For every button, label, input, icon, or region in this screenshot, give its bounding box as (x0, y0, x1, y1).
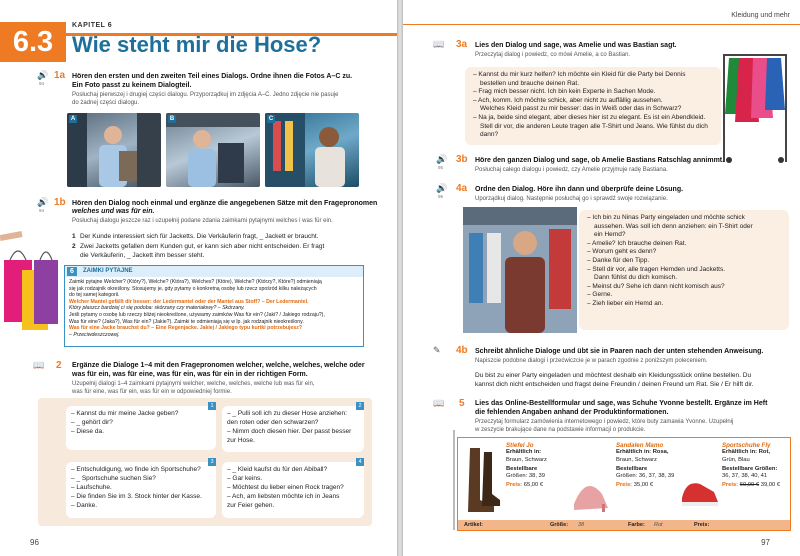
dialog-line: Stell dir vor, die anderen Leute tragen alle T-Shirt und Jeans. Wie fühlst du dich dann? (480, 122, 708, 139)
grammar-line: Zaimki pytajne Welcher? (Który?), Welche? (Która?), Welches? (Które), Welche? (Którzy?, Które?) odmieniają (69, 279, 322, 285)
dialog-line: – Na ja, beide sind elegant, aber dieses hier ist zu elegant. Es ist ein Abendkleid. (473, 113, 706, 121)
dialog-line: zur Feier gehen. (227, 502, 275, 509)
order-form (457, 437, 791, 531)
product-info: Braun, Schwarz (616, 456, 657, 463)
task-instruction: was für ein, was für eine, was für ein, was für ein in der richtigen Form. (72, 371, 308, 378)
task-instruction: Schreibt ähnliche Dialoge und übt sie in Paaren nach der unten stehenden Anweisung. (475, 348, 764, 355)
man-with-jackets-illustration (166, 113, 260, 187)
task-instruction: Ergänze die Dialoge 1–4 mit den Fragepronomen welcher, welche, welches, welche oder (72, 362, 365, 369)
task-number: 3b (456, 154, 468, 165)
grammar-title: ZAIMKI PYTAJNE (83, 268, 133, 274)
man-with-jacket-illustration (67, 113, 161, 187)
track-number: 96 (438, 194, 444, 199)
sentence-number: 2 (72, 243, 76, 250)
dialog-line: – Kannst du mir meine Jacke geben? (71, 410, 179, 417)
task-instruction: Ein Foto passt zu keinem Dialogteil. (72, 82, 192, 89)
dialog-panel (579, 210, 789, 330)
dialog-line: – Diese da. (71, 428, 104, 435)
speaker-icon[interactable]: 🔊 (37, 197, 49, 207)
dialog-line: – Möchtest du lieber einen Rock tragen? (227, 484, 344, 491)
dialog-bubble (222, 403, 364, 452)
dialog-line: – Ach, komm. Ich möchte schick, aber nicht zu auffällig aussehen. (473, 96, 663, 104)
order-field-label: Artikel: (464, 522, 483, 528)
product-boots (506, 442, 547, 490)
task-number: 3a (456, 39, 468, 50)
grammar-line: Was für eine? (Jaka?), Was für ein? (Jakie?). Zaimki te odmieniają się w lp. jak rodzajnik nieokreślony. (69, 318, 304, 325)
dialog-line: – _ Pulli soll ich zu dieser Hose anziehen: (227, 410, 347, 417)
page-number: 97 (761, 538, 770, 547)
product-name: Stiefel Jo (506, 442, 534, 449)
order-field-label: Preis: (694, 522, 710, 528)
speaker-icon[interactable]: 🔊 (436, 154, 448, 164)
product-info: Erhältlich in: Rot, (722, 449, 770, 456)
chapter-label: KAPITEL 6 (72, 22, 113, 29)
price-label: Preis: (616, 482, 633, 489)
pencil-icon: ✎ (433, 345, 441, 355)
task-text: Du bist zu einer Party eingeladen und möchtest deshalb ein Kleidungsstück online bestellen. Du (475, 372, 752, 379)
dialog-line: – Zieh lieber ein Hemd an. (587, 299, 664, 307)
task-translation: do żadnej części dialogu. (72, 100, 140, 106)
sentence: Zwei Jacketts gefallen dem Kunden gut, er kann sich aber nicht entscheiden. Er fragt (80, 243, 325, 250)
boots-image (464, 446, 502, 516)
grammar-example-translation: Który płaszcz bardziej ci się podoba: skórzany czy materiałowy? – Skórzany. (69, 305, 245, 312)
grammar-number: 6 (67, 267, 77, 276)
dialog-line: – Danke. (71, 502, 98, 509)
dialog-bubble (66, 403, 216, 450)
dialog-bubble (222, 459, 364, 518)
task-translation: Posłuchaj pierwszej i drugiej części dialogu. Przyporządkuj im zdjęcia A–C. Jedno zdjęcie nie pasuje (72, 92, 339, 98)
dialog-line: bestellen und brauche deinen Rat. (480, 79, 580, 87)
dialog-line: – Meinst du? Sehe ich dann nicht komisch aus? (587, 282, 725, 290)
track-number: 94 (39, 81, 45, 86)
sentence-number: 1 (72, 233, 76, 240)
sentence: die Verkäuferin, _ Jackett ihm besser steht. (80, 252, 205, 259)
book-icon: 📖 (433, 39, 445, 49)
dialog-line: – Gerne. (587, 291, 613, 299)
dialog-line: – Laufschuhe. (71, 484, 112, 491)
dialog-number: 3 (208, 458, 216, 466)
product-info: 36, 37, 38, 40, 41 (722, 473, 768, 480)
photo-label: B (169, 116, 175, 122)
task-instruction: die fehlenden Angaben anhand der Produktinformationen. (475, 409, 669, 416)
page-number: 96 (30, 538, 39, 547)
dialog-line: – Gar keins. (227, 475, 263, 482)
task-text: kannst dich nicht entscheiden und fragst deine Freundin / deinen Freund um Rat. Sie / Er hilft dir. (475, 381, 754, 388)
dialog-number: 1 (208, 402, 216, 410)
dialog-line: zur Hose. (227, 437, 255, 444)
woman-shopping-illustration (265, 113, 359, 187)
dialog-panel (465, 67, 721, 145)
task-translation: Uzupełnij dialogi 1–4 zaimkami pytajnymi welcher, welche, welches, welche lub was für ein, (72, 381, 315, 387)
task-translation: Posłuchaj całego dialogu i powiedz, czy Amelie przyjmuje radę Bastiana. (475, 167, 668, 173)
dialog-line: – Entschuldigung, wo finde ich Sportschuhe? (71, 466, 201, 473)
sandals-image (572, 464, 612, 514)
photo-c (265, 113, 359, 187)
dialog-line: Dann fühlst du dich komisch. (594, 274, 678, 282)
dialog-line: ein Hemd? (594, 231, 626, 239)
task-number: 4a (456, 183, 468, 194)
photo-a (67, 113, 161, 187)
right-page (403, 0, 800, 556)
grammar-line: Jeśli pytamy o osobę lub rzeczy bliżej nieokreślone, używamy zaimków Was für ein? (Jaki? / Jakiego rodzaju?), (69, 311, 325, 318)
sneakers-image (680, 474, 720, 508)
dialog-line: – Amelie? Ich brauche deinen Rat. (587, 239, 687, 247)
product-name: Sportschuhe Fly (722, 442, 771, 449)
dialog-line: – _ Kleid kaufst du für den Abiball? (227, 466, 328, 473)
task-number: 4b (456, 345, 468, 356)
sentence: Der Kunde interessiert sich für Jacketts. Die Verkäuferin fragt, _ Jackett er braucht. (80, 233, 319, 240)
task-translation: Przeczytaj formularz zamówienia internetowego i powiedz, które buty zamawia Yvonne. Uzupełnij (475, 419, 734, 425)
task-translation: Posłuchaj dialogu jeszcze raz i uzupełnij podane zdania zaimkami pytajnymi welches i was für ein. (72, 218, 333, 224)
track-number: 95 (438, 165, 444, 170)
man-in-shop-photo (463, 207, 577, 333)
price-label: Preis: (506, 482, 523, 489)
speaker-icon[interactable]: 🔊 (37, 70, 49, 80)
photo-label: C (268, 116, 274, 122)
product-info: Erhältlich in: (506, 449, 542, 456)
price-value: 65,00 € (523, 482, 544, 489)
task-translation: Napiszcie podobne dialogi i przećwiczcie je w parach zgodnie z poniższym poleceniem. (475, 358, 708, 364)
price-value: 35,00 € (633, 482, 654, 489)
dialog-line: – Die finden Sie im 3. Stock hinter der Kasse. (71, 493, 202, 500)
dialog-line: – Ach, am liebsten möchte ich in Jeans (227, 493, 340, 500)
dialog-line: – Nimm doch diesen hier. Der passt besser (227, 428, 352, 435)
product-info: Größen: 38, 39 (506, 473, 545, 480)
product-info: Bestellbare Größen: (722, 465, 778, 472)
task-instruction: welches und was für ein. (72, 208, 155, 215)
dialog-line: – Ich bin zu Ninas Party eingeladen und möchte schick (587, 214, 745, 221)
dialog-area (38, 398, 372, 526)
price-value: 39,00 € (760, 482, 781, 489)
product-info: Bestellbare (506, 465, 538, 472)
chapter-number: 6.3 (0, 22, 66, 62)
grammar-example-translation: – Przeciwdeszczowej. (69, 331, 120, 338)
old-price: 60,00 € (739, 482, 760, 489)
running-head: Kleidung und mehr (731, 12, 790, 19)
dialog-line: – Kannst du mir kurz helfen? Ich möchte ein Kleid für die Party bei Dennis (473, 71, 686, 78)
task-number: 1a (54, 70, 66, 81)
dialog-line: aussehen. Was soll ich denn anziehen: ein T-Shirt oder (594, 222, 753, 230)
task-number: 2 (56, 360, 62, 371)
product-info: Braun, Schwarz (506, 456, 547, 463)
task-translation: Uporządkuj dialog. Następnie posłuchaj go i sprawdź swoje rozwiązanie. (475, 196, 668, 202)
task-instruction: Lies das Online-Bestellformular und sage, was Schuhe Yvonne bestellt. Ergänze im Heft (475, 400, 768, 407)
product-info: Größen: 36, 37, 38, 39 (616, 473, 675, 480)
task-translation: w zeszycie brakujące dane na podstawie informacji o produkcie. (475, 427, 646, 433)
product-info: Bestellbare (616, 465, 648, 472)
task-instruction: Hören den ersten und den zweiten Teil eines Dialogs. Ordne ihnen die Fotos A–C zu. (72, 73, 353, 80)
order-size-value: 38 (578, 522, 585, 528)
book-icon: 📖 (433, 398, 445, 408)
grammar-header (65, 266, 363, 277)
product-sneakers (722, 442, 780, 490)
dialog-line: Welches Kleid passt zu mir besser: das in Weiß oder das in Schwarz? (480, 105, 682, 113)
clothes-rack-illustration (719, 44, 795, 164)
grammar-line: się jak rodzajnik określony. Stosujemy je, gdy pytamy o konkretną osobę lub rzecz spośród kilku należących (69, 285, 317, 292)
grammar-example: Welcher Mantel gefällt dir besser: der Ledermantel oder der Mantel aus Stoff? – Der Ledermantel. (69, 298, 309, 305)
shopping-bags-illustration (0, 230, 62, 340)
product-info: Grün, Blau (722, 456, 750, 463)
task-instruction: Höre den ganzen Dialog und sage, ob Amelie Bastians Ratschlag annimmt. (475, 157, 725, 164)
task-number: 1b (54, 197, 66, 208)
dialog-number: 2 (356, 402, 364, 410)
dialog-line: – Worum geht es denn? (587, 248, 657, 256)
dialog-number: 4 (356, 458, 364, 466)
track-number: 94 (39, 208, 45, 213)
dialog-line: – _ Sportschuhe suchen Sie? (71, 475, 156, 482)
book-icon: 📖 (33, 360, 45, 370)
grammar-line: do tej samej kategorii. (69, 292, 120, 299)
photo-label: A (70, 116, 76, 122)
product-sandals (616, 442, 674, 490)
grammar-example: Was für eine Jacke brauchst du? – Eine Regenjacke. Jakiej / Jakiego typu kurtki potrzebujesz? (69, 325, 303, 332)
task-number: 5 (459, 398, 465, 409)
task-instruction: Hören den Dialog noch einmal und ergänze die angegebenen Sätze mit den Fragepronomen (72, 200, 378, 207)
page-title: Wie steht mir die Hose? (72, 32, 322, 57)
speaker-icon[interactable]: 🔊 (436, 183, 448, 193)
task-translation: Przeczytaj dialog i powiedz, co mówi Amelie, a co Bastian. (475, 52, 631, 58)
header-rule (403, 24, 800, 25)
order-color-value: Rot (654, 522, 663, 528)
photo-b (166, 113, 260, 187)
task-translation: was für eine, was für ein, was für ein w odpowiedniej formie. (72, 389, 232, 395)
dialog-line: – Danke für den Tipp. (587, 256, 650, 264)
order-field-label: Größe: (550, 522, 569, 528)
order-row (458, 520, 790, 530)
grammar-box (64, 265, 364, 347)
task-instruction: Lies den Dialog und sage, was Amelie und was Bastian sagt. (475, 42, 677, 49)
dialog-bubble (66, 459, 216, 518)
product-name: Sandalen Mamo (616, 442, 664, 449)
order-field-label: Farbe: (628, 522, 645, 528)
task-instruction: Ordne den Dialog. Höre ihn dann und überprüfe deine Lösung. (475, 186, 684, 193)
dialog-line: – Stell dir vor, alle tragen Hemden und Jacketts. (587, 265, 726, 273)
price-label: Preis: (722, 482, 739, 489)
dialog-line: – _ gehört dir? (71, 419, 113, 426)
product-info: Erhältlich in: Rosa, (616, 449, 669, 456)
dialog-line: – Frag mich besser nicht. Ich bin kein Experte in Sachen Mode. (473, 88, 656, 96)
dialog-line: den roten oder den schwarzen? (227, 419, 319, 426)
left-page (0, 0, 397, 556)
